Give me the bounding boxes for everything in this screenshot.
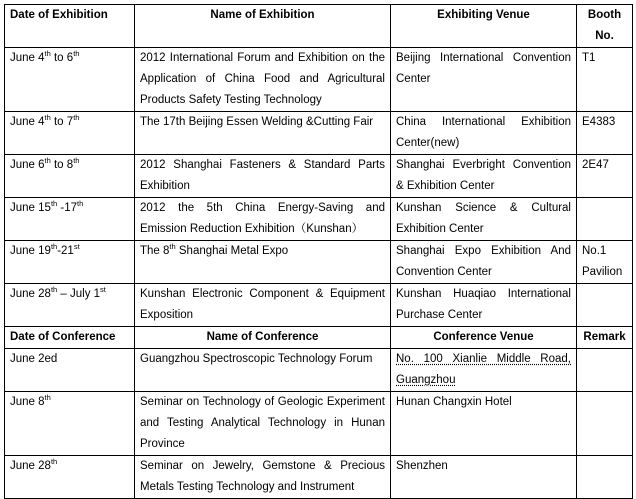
conference-remark [577, 349, 633, 392]
exhibition-name: Kunshan Electronic Component & Equipment Exposition [135, 284, 391, 327]
conference-date: June 8th [5, 392, 135, 456]
exhibition-header-row [5, 5, 633, 48]
header-conference-venue: Conference Venue [391, 327, 577, 349]
exhibition-venue: Shanghai Expo Exhibition And Convention Center [391, 241, 577, 284]
table-row [5, 155, 633, 198]
booth-number: E4383 [577, 112, 633, 155]
exhibition-venue: Beijing International Convention Center [391, 48, 577, 112]
conference-remark [577, 456, 633, 499]
table-row [5, 112, 633, 155]
booth-number: T1 [577, 48, 633, 112]
exhibition-venue: Kunshan Science & Cultural Exhibition Center [391, 198, 577, 241]
conference-date: June 28th [5, 456, 135, 499]
header-exhibiting-venue: Exhibiting Venue [391, 5, 577, 48]
exhibition-name: 2012 the 5th China Energy-Saving and Emission Reduction Exhibition（Kunshan） [135, 198, 391, 241]
conference-remark [577, 392, 633, 456]
conference-name: Guangzhou Spectroscopic Technology Forum [135, 349, 391, 392]
exhibition-name: The 8th Shanghai Metal Expo [135, 241, 391, 284]
exhibition-venue: Kunshan Huaqiao International Purchase Center [391, 284, 577, 327]
conference-venue: Hunan Changxin Hotel [391, 392, 577, 456]
booth-number: No.1 Pavilion [577, 241, 633, 284]
conference-date: June 2ed [5, 349, 135, 392]
conference-header-row [5, 327, 633, 349]
exhibition-name: 2012 Shanghai Fasteners & Standard Parts Exhibition [135, 155, 391, 198]
exhibition-date: June 19th-21st [5, 241, 135, 284]
table-row [5, 284, 633, 327]
header-name-of-exhibition: Name of Exhibition [135, 5, 391, 48]
exhibition-date: June 4th to 6th [5, 48, 135, 112]
header-remark: Remark [577, 327, 633, 349]
table-row [5, 241, 633, 284]
conference-name: Seminar on Jewelry, Gemstone & Precious Metals Testing Technology and Instrument [135, 456, 391, 499]
header-name-of-conference: Name of Conference [135, 327, 391, 349]
header-date-of-exhibition: Date of Exhibition [5, 5, 135, 48]
exhibition-name: The 17th Beijing Essen Welding &Cutting Fair [135, 112, 391, 155]
exhibition-venue: China International Exhibition Center(new) [391, 112, 577, 155]
conference-name: Seminar on Technology of Geologic Experiment and Testing Analytical Technology in Hunan Province [135, 392, 391, 456]
table-row [5, 456, 633, 499]
event-schedule-table [4, 4, 633, 499]
header-date-of-conference: Date of Conference [5, 327, 135, 349]
exhibition-date: June 4th to 7th [5, 112, 135, 155]
exhibition-date: June 15th -17th [5, 198, 135, 241]
exhibition-venue: Shanghai Everbright Convention & Exhibition Center [391, 155, 577, 198]
exhibition-name: 2012 International Forum and Exhibition on the Application of China Food and Agricultural Products Safety Testing Technology [135, 48, 391, 112]
conference-venue: Shenzhen [391, 456, 577, 499]
booth-number [577, 284, 633, 327]
conference-venue: No. 100 Xianlie Middle Road, Guangzhou [391, 349, 577, 392]
booth-number [577, 198, 633, 241]
table-row [5, 48, 633, 112]
table-row [5, 392, 633, 456]
exhibition-date: June 6th to 8th [5, 155, 135, 198]
exhibition-date: June 28th – July 1st [5, 284, 135, 327]
header-booth-no: Booth No. [577, 5, 633, 48]
booth-number: 2E47 [577, 155, 633, 198]
table-row [5, 349, 633, 392]
table-row [5, 198, 633, 241]
